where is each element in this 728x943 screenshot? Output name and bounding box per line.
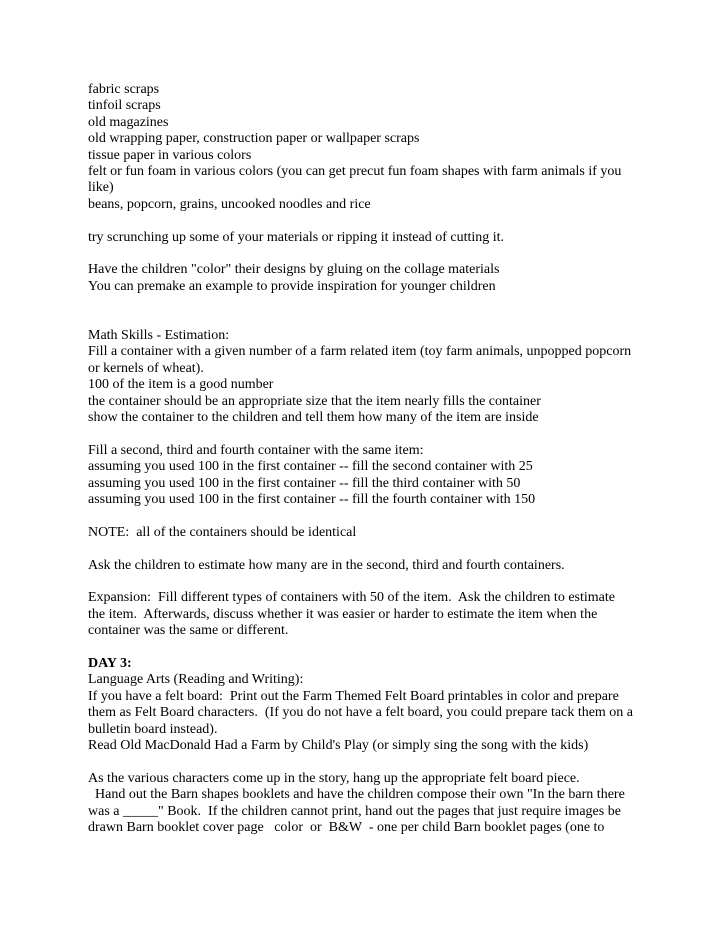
- text-line: assuming you used 100 in the first container -- fill the second container with 25: [88, 459, 533, 475]
- text-line: the item. Afterwards, discuss whether it was easier or harder to estimate the item when the: [88, 606, 598, 622]
- text-line: bulletin board instead).: [88, 721, 218, 737]
- text-line: Hand out the Barn shapes booklets and have the children compose their own "In the barn there: [88, 787, 625, 803]
- text-line: them as Felt Board characters. (If you do not have a felt board, you could prepare tack them on a: [88, 705, 634, 721]
- text-line: Fill a second, third and fourth container with the same item:: [88, 442, 424, 458]
- section-heading: DAY 3:: [88, 656, 132, 672]
- text-line: tinfoil scraps: [88, 98, 161, 114]
- text-line: Language Arts (Reading and Writing):: [88, 672, 304, 688]
- blank-line: [88, 312, 688, 328]
- text-line: Ask the children to estimate how many are in the second, third and fourth containers.: [88, 557, 565, 573]
- blank-line: [88, 295, 688, 311]
- text-line: beans, popcorn, grains, uncooked noodles and rice: [88, 196, 371, 212]
- blank-line: [88, 246, 688, 262]
- text-line: try scrunching up some of your materials or ripping it instead of cutting it.: [88, 229, 505, 245]
- text-line: container was the same or different.: [88, 623, 289, 639]
- text-line: show the container to the children and tell them how many of the item are inside: [88, 410, 539, 426]
- text-line: or kernels of wheat).: [88, 360, 204, 376]
- text-line: 100 of the item is a good number: [88, 377, 274, 393]
- text-line: Read Old MacDonald Had a Farm by Child's Play (or simply sing the song with the kids): [88, 738, 589, 754]
- text-line: felt or fun foam in various colors (you can get precut fun foam shapes with farm animals if you: [88, 164, 622, 180]
- document-page: [88, 82, 688, 837]
- text-line: assuming you used 100 in the first container -- fill the fourth container with 150: [88, 492, 536, 508]
- text-line: old magazines: [88, 114, 169, 130]
- text-line: Expansion: Fill different types of containers with 50 of the item. Ask the children to estimate: [88, 590, 615, 606]
- text-line: Fill a container with a given number of a farm related item (toy farm animals, unpopped popcorn: [88, 344, 632, 360]
- blank-line: [88, 640, 688, 656]
- blank-line: [88, 426, 688, 442]
- text-line: the container should be an appropriate size that the item nearly fills the container: [88, 393, 541, 409]
- blank-line: [88, 541, 688, 557]
- blank-line: [88, 755, 688, 771]
- blank-line: [88, 574, 688, 590]
- text-line: fabric scraps: [88, 82, 160, 97]
- text-line: You can premake an example to provide inspiration for younger children: [88, 278, 496, 294]
- text-line: Have the children "color" their designs by gluing on the collage materials: [88, 262, 500, 278]
- text-line: like): [88, 180, 114, 196]
- text-line: tissue paper in various colors: [88, 147, 252, 163]
- text-line: drawn Barn booklet cover page color or B&W - one per child Barn booklet pages (one to: [88, 820, 605, 836]
- text-line: As the various characters come up in the story, hang up the appropriate felt board piece.: [88, 770, 580, 786]
- blank-line: [88, 213, 688, 229]
- text-line: was a _____" Book. If the children cannot print, hand out the pages that just require images be: [88, 803, 621, 819]
- text-line: old wrapping paper, construction paper or wallpaper scraps: [88, 131, 420, 147]
- text-line: assuming you used 100 in the first container -- fill the third container with 50: [88, 475, 521, 491]
- text-line: If you have a felt board: Print out the Farm Themed Felt Board printables in color and prepare: [88, 688, 619, 704]
- text-line: NOTE: all of the containers should be identical: [88, 524, 357, 540]
- text-line: Math Skills - Estimation:: [88, 328, 230, 344]
- blank-line: [88, 508, 688, 524]
